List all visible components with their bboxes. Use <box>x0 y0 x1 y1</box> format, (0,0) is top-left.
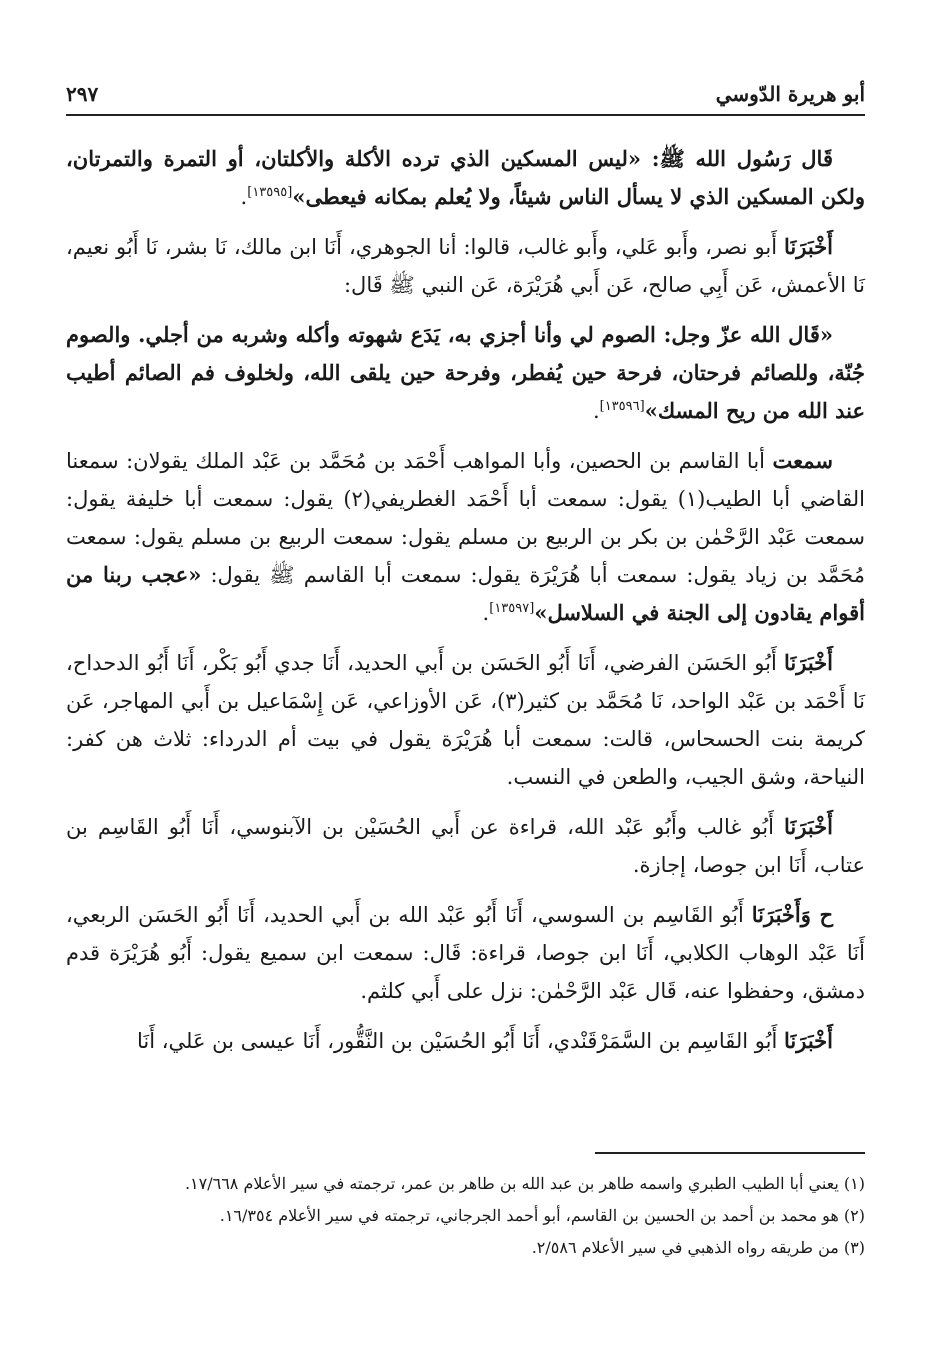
hadith-text: قَال رَسُول الله ﷺ: «ليس المسكين الذي ترده الأكلة والأكلتان، أو التمرة والتمرتان، ولكن المسكين الذي لا يسأل الناس شيئاً، ولا يُعلم بمكانه فيعطى» <box>66 146 865 209</box>
hadith-text: «قَال الله عزّ وجل: الصوم لي وأنا أجزي به، يَدَع شهوته وأكله وشربه من أجلي. والصوم جُنّة، وللصائم فرحتان، فرحة حين يُفطر، وفرحة حين يلقى الله، ولخلوف فم الصائم أطيب عند الله من ريح المسك» <box>66 322 865 423</box>
running-header <box>66 66 865 106</box>
paragraph: «قَال الله عزّ وجل: الصوم لي وأنا أجزي به، يَدَع شهوته وأكله وشربه من أجلي. والصوم جُنّة، وللصائم فرحتان، فرحة حين يُفطر، وفرحة حين يلقى الله، ولخلوف فم الصائم أطيب عند الله من ريح المسك»[١٣٥٩٦]. <box>66 322 865 423</box>
paragraph: أَخْبَرَنَا أَبُو الحَسَن الفرضي، أَنَا أَبُو الحَسَن بن أَبي الحديد، أَنَا جدي أَبُو بَكْر، أَنَا أَبُو الدحداح، نَا أَحْمَد بن عَبْد الواحد، نَا مُحَمَّد بن كثير(٣)، عَن الأوزاعي، عَن إِسْمَاعيل بن أَبي المهاجر، عَن كريمة بنت الحسحاس، قالت: سمعت أبا هُرَيْرَة يقول في بيت أم الدرداء: ثلاث هن كفر: النياحة، وشق الجيب، والطعن في النسب. <box>66 650 865 789</box>
paragraph-lead-word: أَخْبَرَنَا <box>784 234 833 259</box>
paragraph: أَخْبَرَنَا أَبُو غالب وأَبُو عَبْد الله، قراءة عن أَبي الحُسَيْن بن الآبنوسي، أَنَا أَبُو القَاسِم بن عتاب، أَنَا ابن جوصا، إجازة. <box>66 814 865 877</box>
paragraph-lead-word: أَخْبَرَنَا <box>784 650 833 675</box>
main-text <box>66 140 865 1072</box>
header-divider <box>66 114 865 116</box>
chapter-title: أبو هريرة الدّوسي <box>715 82 865 106</box>
paragraph-lead-word: سمعت <box>772 448 833 473</box>
paragraph: قَال رَسُول الله ﷺ: «ليس المسكين الذي ترده الأكلة والأكلتان، أو التمرة والتمرتان، ولكن المسكين الذي لا يسأل الناس شيئاً، ولا يُعلم بمكانه فيعطى»[١٣٥٩٥]. <box>66 146 865 209</box>
hadith-reference: [١٣٥٩٥] <box>247 185 293 200</box>
footnote: (٣) من طريقه رواه الذهبي في سير الأعلام ٢/٥٨٦. <box>531 1238 865 1257</box>
footnote: (٢) هو محمد بن أحمد بن الحسين بن القاسم، أبو أحمد الجرجاني، ترجمته في سير الأعلام ١٦/٣٥٤. <box>219 1206 865 1225</box>
footnotes <box>66 1168 865 1264</box>
paragraph: أَخْبَرَنَا أَبو نصر، وأَبو عَلي، وأَبو غالب، قالوا: أنا الجوهري، أَنَا ابن مالك، نَا بشر، نَا أَبُو نعيم، نَا الأعمش، عَن أَبِي صالح، عَن أَبي هُرَيْرَة، عَن النبي ﷺ قَال: <box>66 234 865 297</box>
hadith-text: «عجب ربنا من أقوام يقادون إلى الجنة في السلاسل» <box>66 562 865 625</box>
paragraph-lead-word: ح وَأَخْبَرَنَا <box>751 902 833 927</box>
paragraph-lead-word: أَخْبَرَنَا <box>784 1028 833 1053</box>
hadith-reference: [١٣٥٩٧] <box>489 601 535 616</box>
footnote: (١) يعني أبا الطيب الطبري واسمه طاهر بن عبد الله بن طاهر بن عمر، ترجمته في سير الأعلام ١٧/٦٦٨. <box>184 1174 865 1193</box>
paragraph: ح وَأَخْبَرَنَا أَبُو القَاسِم بن السوسي، أَنَا أَبُو عَبْد الله بن أَبي الحديد، أَنَا أَبُو الحَسَن الربعي، أَنَا عَبْد الوهاب الكلابي، أَنَا ابن جوصا، قراءة: قَال: سمعت ابن سميع يقول: أَبُو هُرَيْرَة قدم دمشق، وحفظوا عنه، قَال عَبْد الرَّحْمٰن: نزل على أَبي كلثم. <box>66 902 865 1003</box>
footnote-divider <box>595 1152 865 1154</box>
paragraph-lead-word: أَخْبَرَنَا <box>784 814 833 839</box>
paragraph: سمعت أبا القاسم بن الحصين، وأبا المواهب أَحْمَد بن مُحَمَّد بن عَبْد الملك يقولان: سمعنا القاضي أبا الطيب(١) يقول: سمعت أبا أَحْمَد الغطريفي(٢) يقول: سمعت أبا خليفة يقول: سمعت عَبْد الرَّحْمٰن بن بكر بن الربيع بن مسلم يقول: سمعت الربيع بن مسلم يقول: سمعت مُحَمَّد بن زياد يقول: سمعت أبا هُرَيْرَة يقول: سمعت أبا القاسم ﷺ يقول: «عجب ربنا من أقوام يقادون إلى الجنة في السلاسل»[١٣٥٩٧]. <box>66 448 865 625</box>
hadith-reference: [١٣٥٩٦] <box>599 399 645 414</box>
page-number: ٢٩٧ <box>66 82 99 106</box>
paragraph: أَخْبَرَنَا أَبُو القَاسِم بن السَّمَرْقَنْدي، أَنَا أَبُو الحُسَيْن بن النَّقُّور، أَنَا عيسى بن عَلي، أَنَا <box>136 1028 833 1053</box>
